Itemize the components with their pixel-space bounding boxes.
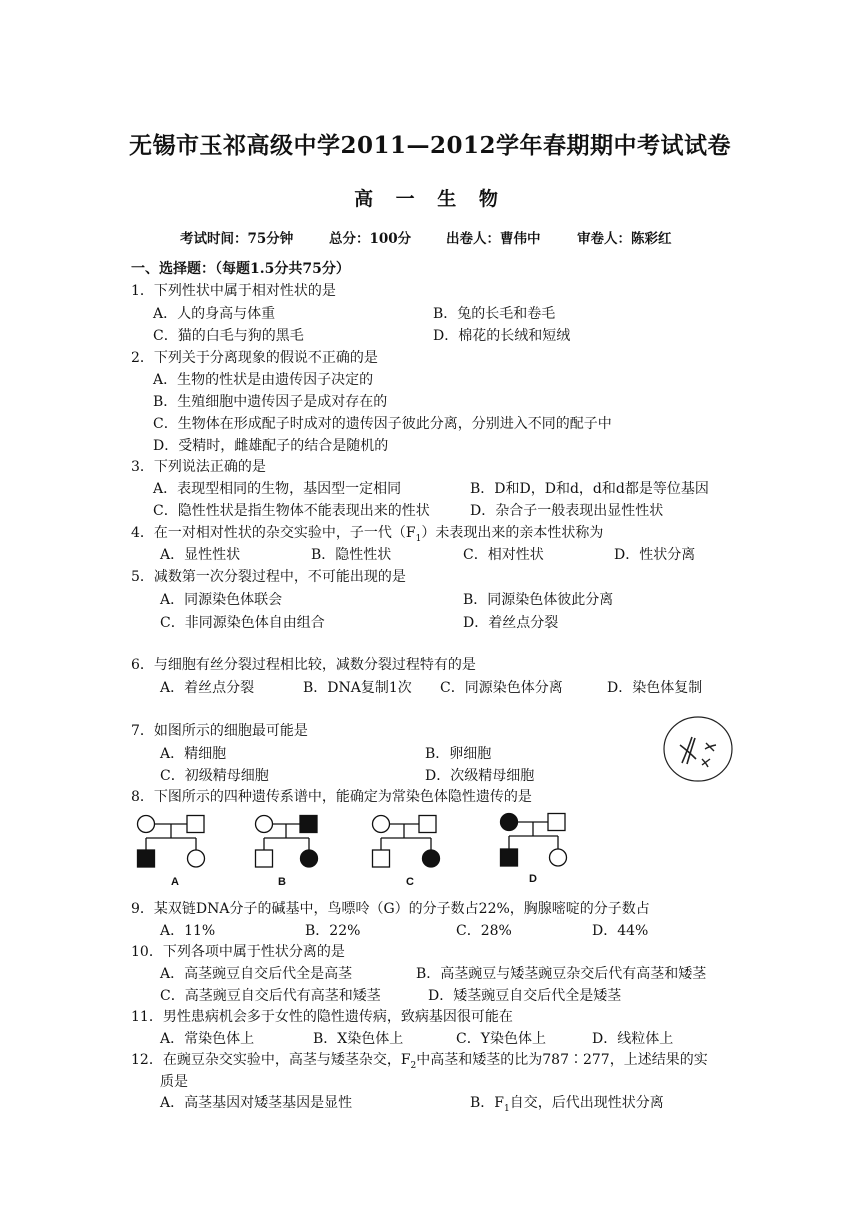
question-2-stem: 2．下列关于分离现象的假说不正确的是	[131, 350, 378, 366]
reviewer: 审卷人：陈彩红	[577, 231, 672, 247]
pedigree-d-daughter	[550, 849, 567, 866]
question-12-stem-line2: 质是	[160, 1074, 188, 1090]
q5-option-d: D．着丝点分裂	[463, 615, 559, 631]
pedigree-d-father	[548, 814, 565, 831]
question-7-stem: 7．如图所示的细胞最可能是	[131, 723, 308, 739]
q2-option-c: C．生物体在形成配子时成对的遗传因子彼此分离，分别进入不同的配子中	[153, 416, 612, 432]
q12-option-b-part1: B．F	[470, 1095, 505, 1111]
question-11-stem: 11．男性患病机会多于女性的隐性遗传病，致病基因很可能在	[131, 1009, 513, 1025]
q9-option-b: B．22%	[305, 923, 361, 939]
question-6-stem: 6．与细胞有丝分裂过程相比较，减数分裂过程特有的是	[131, 657, 476, 673]
pedigree-b	[253, 812, 333, 872]
q12-option-b	[470, 1092, 664, 1114]
exam-time: 考试时间：75分钟	[180, 231, 294, 247]
q4-option-b: B．隐性性状	[311, 547, 392, 563]
q5-option-c: C．非同源染色体自由组合	[160, 615, 325, 631]
q12-option-b-sub: 1	[504, 1103, 510, 1114]
cell-membrane	[664, 717, 732, 781]
chromosome-small	[702, 743, 716, 767]
exam-title: 无锡市玉祁高级中学2011—2012学年春期期中考试试卷	[128, 132, 732, 159]
q2-option-d: D．受精时，雌雄配子的结合是随机的	[153, 438, 389, 454]
pedigree-d-mother-affected	[501, 814, 518, 831]
pedigree-b-son	[256, 850, 273, 867]
q4-option-a: A．显性性状	[160, 547, 241, 563]
q11-option-b: B．X染色体上	[313, 1031, 404, 1047]
q3-option-a: A．表现型相同的生物，基因型一定相同	[153, 481, 402, 497]
q4-stem-part1: 4．在一对相对性状的杂交实验中，子一代（F	[131, 525, 416, 541]
q11-option-a: A．常染色体上	[160, 1031, 255, 1047]
total-score: 总分：100分	[329, 231, 412, 247]
q4-option-d: D．性状分离	[614, 547, 696, 563]
pedigree-c	[370, 812, 450, 872]
q11-option-d: D．线粒体上	[592, 1031, 674, 1047]
q10-option-b: B．高茎豌豆与矮茎豌豆杂交后代有高茎和矮茎	[416, 966, 707, 982]
q12-stem-part1: 12．在豌豆杂交实验中，高茎与矮茎杂交，F	[131, 1052, 411, 1068]
q7-option-a: A．精细胞	[160, 746, 227, 762]
q10-option-c: C．高茎豌豆自交后代有高茎和矮茎	[160, 988, 381, 1004]
q6-option-b: B．DNA复制1次	[303, 680, 412, 696]
q2-option-b: B．生殖细胞中遗传因子是成对存在的	[153, 394, 388, 410]
q3-option-b: B．D和D，D和d，d和d都是等位基因	[470, 481, 709, 497]
pedigree-c-daughter-affected	[423, 850, 440, 867]
q1-option-d: D．棉花的长绒和短绒	[433, 328, 571, 344]
q1-option-c: C．猫的白毛与狗的黑毛	[153, 328, 304, 344]
pedigree-a-son-affected	[138, 850, 155, 867]
section-heading: 一、选择题：（每题1.5分共75分）	[131, 261, 350, 277]
chromosome-large	[680, 737, 696, 764]
q6-option-c: C．同源染色体分离	[440, 680, 563, 696]
q11-option-c: C．Y染色体上	[456, 1031, 546, 1047]
q6-option-d: D．染色体复制	[607, 680, 703, 696]
question-9-stem: 9．某双链DNA分子的碱基中，鸟嘌呤（G）的分子数占22%，胸腺嘧啶的分子数占	[131, 901, 650, 917]
q10-option-a: A．高茎豌豆自交后代全是高茎	[160, 966, 353, 982]
pedigree-a	[135, 812, 215, 872]
pedigree-b-father-affected	[300, 816, 317, 833]
setter: 出卷人：曹伟中	[446, 231, 541, 247]
pedigree-c-son	[373, 850, 390, 867]
q7-option-d: D．次级精母细胞	[425, 768, 535, 784]
pedigree-b-mother	[256, 816, 273, 833]
q7-option-c: C．初级精母细胞	[160, 768, 269, 784]
question-12-stem	[131, 1049, 708, 1071]
pedigree-d	[498, 810, 578, 870]
q9-option-c: C．28%	[456, 923, 512, 939]
pedigree-a-daughter	[188, 850, 205, 867]
q4-stem-sub: 1	[415, 533, 422, 544]
q12-stem-sub: 2	[410, 1060, 417, 1071]
q10-option-d: D．矮茎豌豆自交后代全是矮茎	[428, 988, 622, 1004]
question-3-stem: 3．下列说法正确的是	[131, 459, 266, 475]
q7-option-b: B．卵细胞	[425, 746, 492, 762]
pedigree-c-father	[419, 816, 436, 833]
q3-option-c: C．隐性性状是指生物体不能表现出来的性状	[153, 503, 430, 519]
pedigree-a-mother	[138, 816, 155, 833]
q9-option-a: A．11%	[160, 923, 216, 939]
q12-option-b-part2: 自交，后代出现性状分离	[509, 1095, 664, 1111]
q6-option-a: A．着丝点分裂	[160, 680, 255, 696]
question-1-stem: 1．下列性状中属于相对性状的是	[131, 283, 336, 299]
q12-option-a: A．高茎基因对矮茎基因是显性	[160, 1095, 353, 1111]
q4-option-c: C．相对性状	[463, 547, 544, 563]
pedigree-a-father	[187, 816, 204, 833]
q1-option-a: A．人的身高与体重	[153, 306, 276, 322]
q5-option-a: A．同源染色体联会	[160, 592, 283, 608]
subject-title: 高 一 生 物	[354, 188, 506, 210]
q3-option-d: D．杂合子一般表现出显性性状	[470, 503, 664, 519]
pedigree-c-label: C	[406, 876, 414, 888]
question-10-stem: 10．下列各项中属于性状分离的是	[131, 944, 345, 960]
cell-diagram	[662, 715, 734, 783]
pedigree-b-label: B	[278, 876, 286, 888]
q1-option-b: B．兔的长毛和卷毛	[433, 306, 556, 322]
q5-option-b: B．同源染色体彼此分离	[463, 592, 614, 608]
q9-option-d: D．44%	[592, 923, 649, 939]
pedigree-a-label: A	[171, 876, 179, 888]
pedigree-b-daughter-affected	[301, 850, 318, 867]
q12-stem-part2: 中高茎和矮茎的比为787∶277，上述结果的实	[416, 1052, 708, 1068]
pedigree-c-mother	[373, 816, 390, 833]
q4-stem-part2: ）未表现出来的亲本性状称为	[421, 525, 604, 541]
pedigree-d-label: D	[529, 873, 537, 885]
question-8-stem: 8．下图所示的四种遗传系谱中，能确定为常染色体隐性遗传的是	[131, 789, 532, 805]
pedigree-d-son-affected	[501, 849, 518, 866]
question-4-stem	[131, 522, 603, 544]
question-5-stem: 5．减数第一次分裂过程中，不可能出现的是	[131, 569, 406, 585]
q2-option-a: A．生物的性状是由遗传因子决定的	[153, 372, 374, 388]
